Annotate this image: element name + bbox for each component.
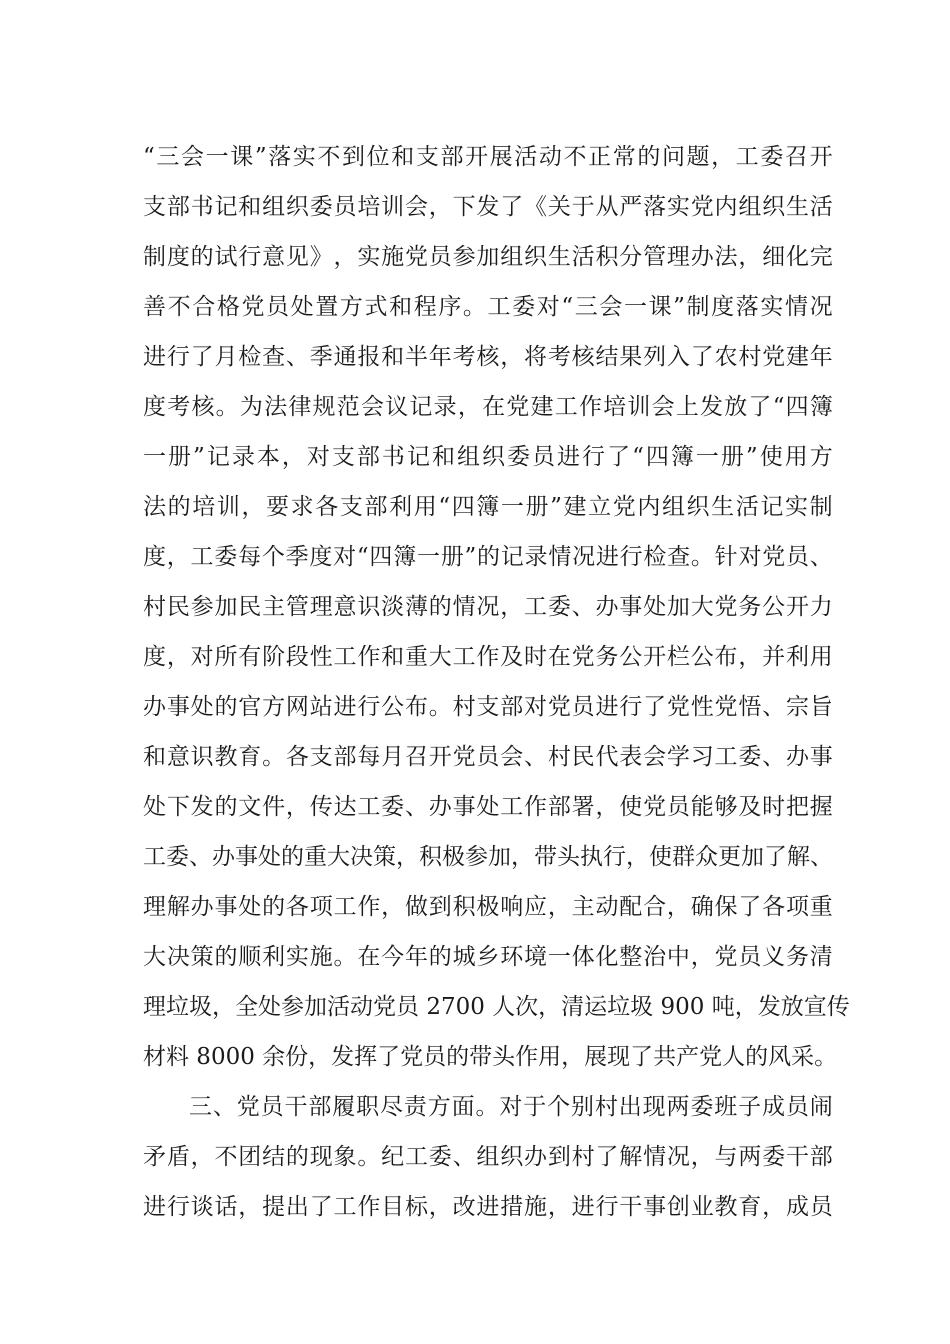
text-line: 度 ， 工 委 每 个 季 度 对 “ 四 簿 一 册 ” 的 记 录 情 况 进 行 检 查 。 针 对 党 员 、	[143, 544, 833, 570]
text-line: 矛 盾 ， 不 团 结 的 现 象 。 纪 工 委 、 组 织 办 到 村 了 解 情 况 ， 与 两 委 干 部	[143, 1144, 833, 1170]
body-text	[143, 132, 850, 1232]
text-line: 和 意 识 教 育 。 各 支 部 每 月 召 开 党 员 会 、 村 民 代 表 会 学 习 工 委 、 办 事	[143, 744, 833, 770]
text-line: 理 垃 圾 ， 全 处 参 加 活 动 党 员 2700 人 次 ， 清 运 垃 圾 900 吨 ， 发 放 宣 传	[143, 994, 850, 1020]
text-line: 制 度 的 试 行 意 见 》 ， 实 施 党 员 参 加 组 织 生 活 积 分 管 理 办 法 ， 细 化 完	[143, 244, 833, 270]
text-line: 支 部 书 记 和 组 织 委 员 培 训 会 ， 下 发 了 《 关 于 从 严 落 实 党 内 组 织 生 活	[143, 194, 833, 220]
text-line: 村 民 参 加 民 主 管 理 意 识 淡 薄 的 情 况 ， 工 委 、 办 事 处 加 大 党 务 公 开 力	[143, 594, 833, 620]
text-line: 度 考 核 。 为 法 律 规 范 会 议 记 录 ， 在 党 建 工 作 培 训 会 上 发 放 了 “ 四 簿	[143, 394, 833, 420]
text-line: “ 三 会 一 课 ” 落 实 不 到 位 和 支 部 开 展 活 动 不 正 常 的 问 题 ， 工 委 召 开	[143, 144, 833, 170]
text-line: 善 不 合 格 党 员 处 置 方 式 和 程 序 。 工 委 对 “ 三 会 一 课 ” 制 度 落 实 情 况	[143, 294, 833, 320]
text-line: 材料 8000 余份，发挥了党员的带头作用，展现了共产党人的风采。	[143, 1044, 838, 1070]
text-line: 法 的 培 训 ， 要 求 各 支 部 利 用 “ 四 簿 一 册 ” 建 立 党 内 组 织 生 活 记 实 制	[143, 494, 833, 520]
text-line: 进 行 谈 话 ， 提 出 了 工 作 目 标 ， 改 进 措 施 ， 进 行 干 事 创 业 教 育 ， 成 员	[143, 1194, 833, 1220]
text-line: 办 事 处 的 官 方 网 站 进 行 公 布 。 村 支 部 对 党 员 进 行 了 党 性 党 悟 、 宗 旨	[143, 694, 833, 720]
text-line: 工 委 、 办 事 处 的 重 大 决 策 ， 积 极 参 加 ， 带 头 执 行 ， 使 群 众 更 加 了 解 、	[143, 844, 833, 870]
text-line: 度 ， 对 所 有 阶 段 性 工 作 和 重 大 工 作 及 时 在 党 务 公 开 栏 公 布 ， 并 利 用	[143, 644, 833, 670]
text-line: 一 册 ” 记 录 本 ， 对 支 部 书 记 和 组 织 委 员 进 行 了 “ 四 簿 一 册 ” 使 用 方	[143, 444, 833, 470]
text-line: 三 、 党 员 干 部 履 职 尽 责 方 面 。 对 于 个 别 村 出 现 两 委 班 子 成 员 闹	[189, 1094, 833, 1120]
text-line: 理 解 办 事 处 的 各 项 工 作 ， 做 到 积 极 响 应 ， 主 动 配 合 ， 确 保 了 各 项 重	[143, 894, 833, 920]
text-line: 大 决 策 的 顺 利 实 施 。 在 今 年 的 城 乡 环 境 一 体 化 整 治 中 ， 党 员 义 务 清	[143, 944, 833, 970]
text-line: 处 下 发 的 文 件 ， 传 达 工 委 、 办 事 处 工 作 部 署 ， 使 党 员 能 够 及 时 把 握	[143, 794, 833, 820]
text-line: 进 行 了 月 检 查 、 季 通 报 和 半 年 考 核 ， 将 考 核 结 果 列 入 了 农 村 党 建 年	[143, 344, 833, 370]
